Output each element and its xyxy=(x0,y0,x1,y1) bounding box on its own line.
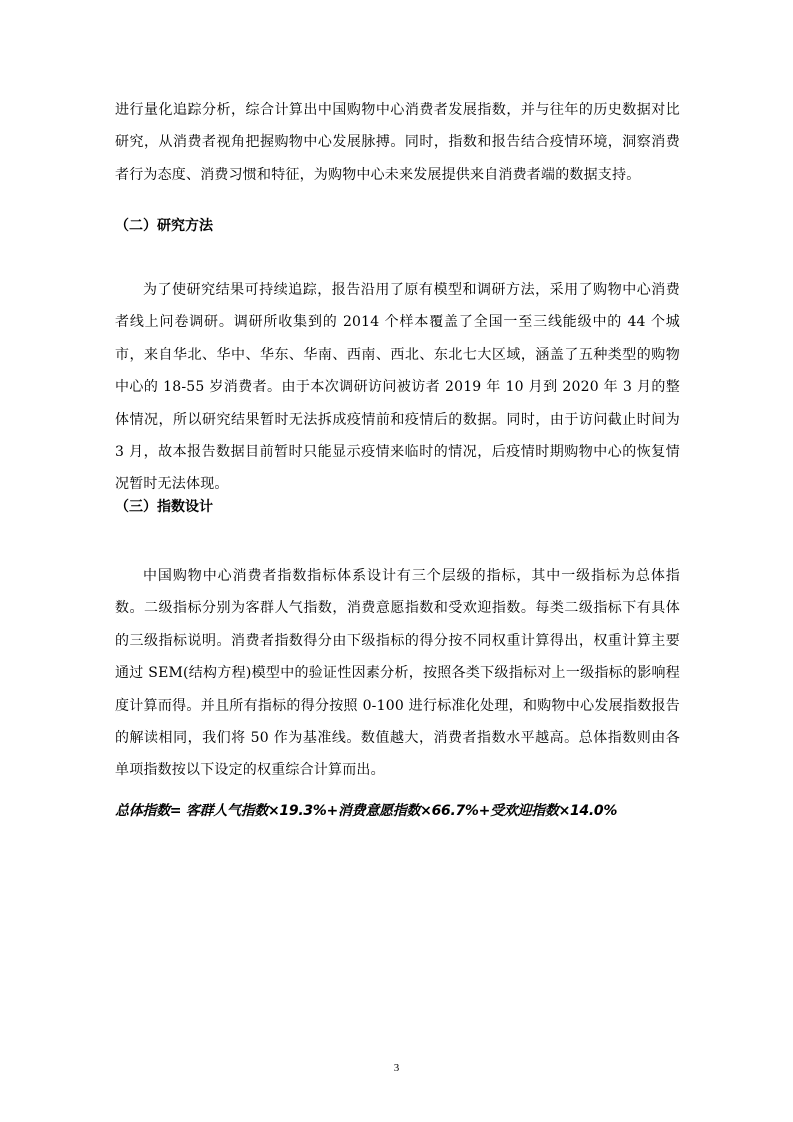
section-heading-index-design: （三）指数设计 xyxy=(115,499,213,515)
method-paragraph: 为了使研究结果可持续追踪，报告沿用了原有模型和调研方法，采用了购物中心消费者线上问卷调研。调研所收集到的 2014 个样本覆盖了全国一至三线能级中的 44 个城市，来自华北、华中、华东、华南、西南、西北、东北七大区域，涵盖了五种类型的购物中心的 18-55 岁消费者。由于本次调研访问被访者 2019 年 10 月到 2020 年 3 月的整体情况，所以研究结果暂时无法拆成疫情前和疫情后的数据。同时，由于访问截止时间为 3 月，故本报告数据目前暂时只能显示疫情来临时的情况，后疫情时期购物中心的恢复情况暂时无法体现。 xyxy=(115,282,680,493)
page-number: 3 xyxy=(393,1062,400,1074)
intro-continuation-paragraph: 进行量化追踪分析，综合计算出中国购物中心消费者发展指数，并与往年的历史数据对比研究，从消费者视角把握购物中心发展脉搏。同时，指数和报告结合疫情环境，洞察消费者行为态度、消费习惯和特征，为购物中心未来发展提供来自消费者端的数据支持。 xyxy=(115,102,680,183)
total-index-formula: 总体指数= 客群人气指数×19.3%+消费意愿指数×66.7%+受欢迎指数×14.0% xyxy=(115,803,618,819)
section-heading-method: （二）研究方法 xyxy=(115,218,213,234)
index-design-paragraph: 中国购物中心消费者指数指标体系设计有三个层级的指标，其中一级指标为总体指数。二级指标分别为客群人气指数，消费意愿指数和受欢迎指数。每类二级指标下有具体的三级指标说明。消费者指数得分由下级指标的得分按不同权重计算得出，权重计算主要通过 SEM(结构方程)模型中的验证性因素分析，按照各类下级指标对上一级指标的影响程度计算而得。并且所有指标的得分按照 0-100 进行标准化处理，和购物中心发展指数报告的解读相同，我们将 50 作为基准线。数值越大，消费者指数水平越高。总体指数则由各单项指数按以下设定的权重综合计算而出。 xyxy=(115,568,680,779)
